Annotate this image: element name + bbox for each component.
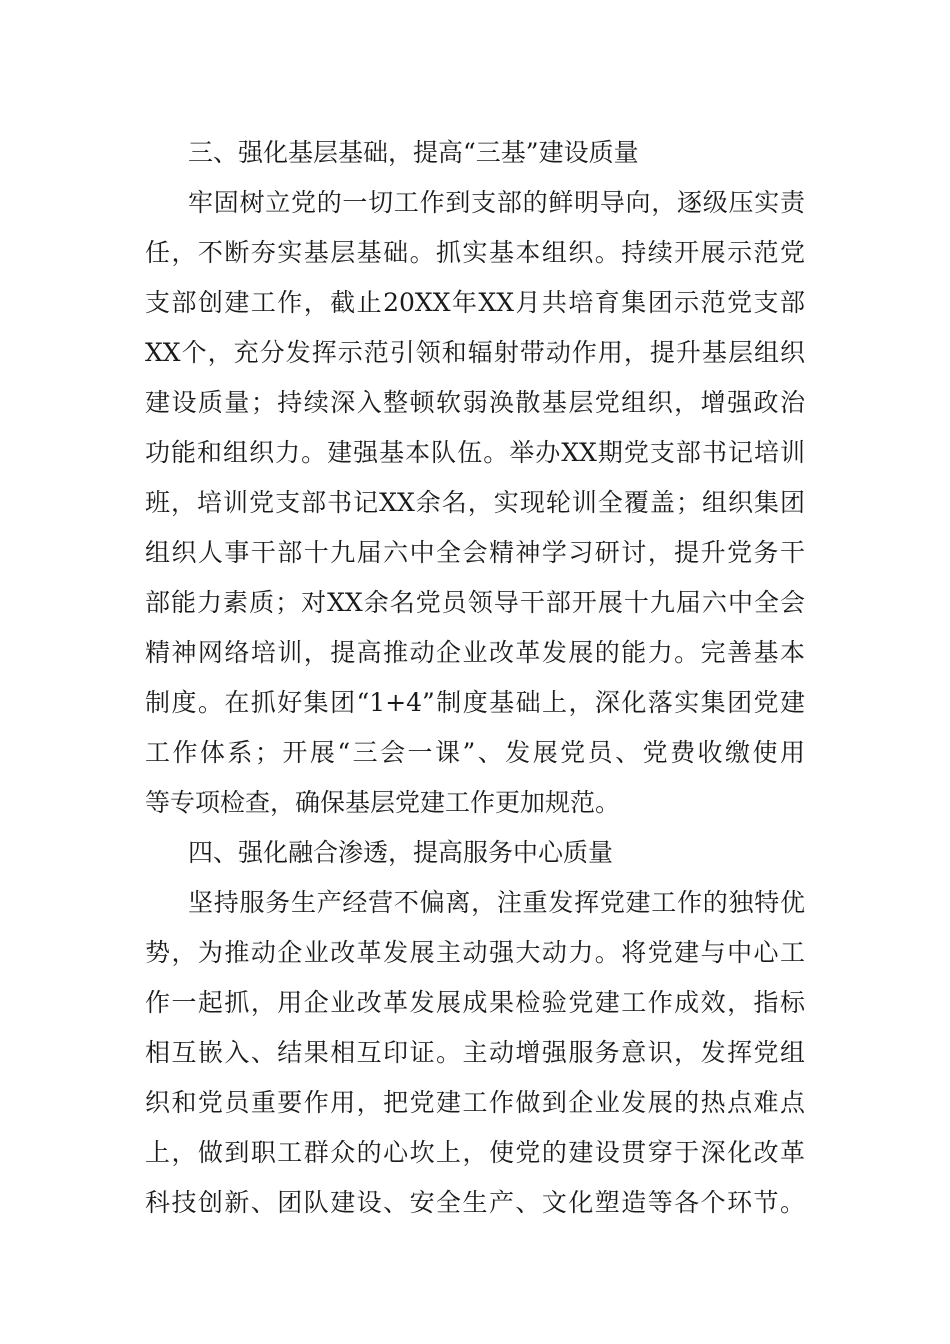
section-4-heading: 四、强化融合渗透，提高服务中心质量 xyxy=(188,838,614,867)
paragraph-line: 建设质量；持续深入整顿软弱涣散基层党组织，增强政治 xyxy=(145,388,805,417)
paragraph-line: 上，做到职工群众的心坎上，使党的建设贯穿于深化改革 xyxy=(145,1138,805,1167)
paragraph-line: 坚持服务生产经营不偏离，注重发挥党建工作的独特优 xyxy=(188,888,805,917)
paragraph-line: 功能和组织力。建强基本队伍。举办XX期党支部书记培训 xyxy=(145,438,805,467)
paragraph-line: 工作体系；开展“三会一课”、发展党员、党费收缴使用 xyxy=(145,738,805,767)
paragraph-line: 科技创新、团队建设、安全生产、文化塑造等各个环节。 xyxy=(145,1188,805,1217)
paragraph-line: 班，培训党支部书记XX余名，实现轮训全覆盖；组织集团 xyxy=(145,488,805,517)
paragraph-line: 制度。在抓好集团“1+4”制度基础上，深化落实集团党建 xyxy=(145,688,805,717)
paragraph-line: 等专项检查，确保基层党建工作更加规范。 xyxy=(145,788,621,817)
paragraph-line: 织和党员重要作用，把党建工作做到企业发展的热点难点 xyxy=(145,1088,805,1117)
document-page xyxy=(145,128,805,1228)
paragraph-line: 作一起抓，用企业改革发展成果检验党建工作成效，指标 xyxy=(145,988,805,1017)
paragraph-line: XX个，充分发挥示范引领和辐射带动作用，提升基层组织 xyxy=(145,338,805,367)
paragraph-line: 势，为推动企业改革发展主动强大动力。将党建与中心工 xyxy=(145,938,805,967)
section-3-heading: 三、强化基层基础，提高“三基”建设质量 xyxy=(188,138,639,167)
paragraph-line: 相互嵌入、结果相互印证。主动增强服务意识，发挥党组 xyxy=(145,1038,805,1067)
paragraph-line: 支部创建工作，截止20XX年XX月共培育集团示范党支部 xyxy=(145,288,805,317)
paragraph-line: 任，不断夯实基层基础。抓实基本组织。持续开展示范党 xyxy=(145,238,805,267)
paragraph-line: 牢固树立党的一切工作到支部的鲜明导向，逐级压实责 xyxy=(188,188,805,217)
paragraph-line: 组织人事干部十九届六中全会精神学习研讨，提升党务干 xyxy=(145,538,805,567)
paragraph-line: 精神网络培训，提高推动企业改革发展的能力。完善基本 xyxy=(145,638,805,667)
paragraph-line: 部能力素质；对XX余名党员领导干部开展十九届六中全会 xyxy=(145,588,805,617)
